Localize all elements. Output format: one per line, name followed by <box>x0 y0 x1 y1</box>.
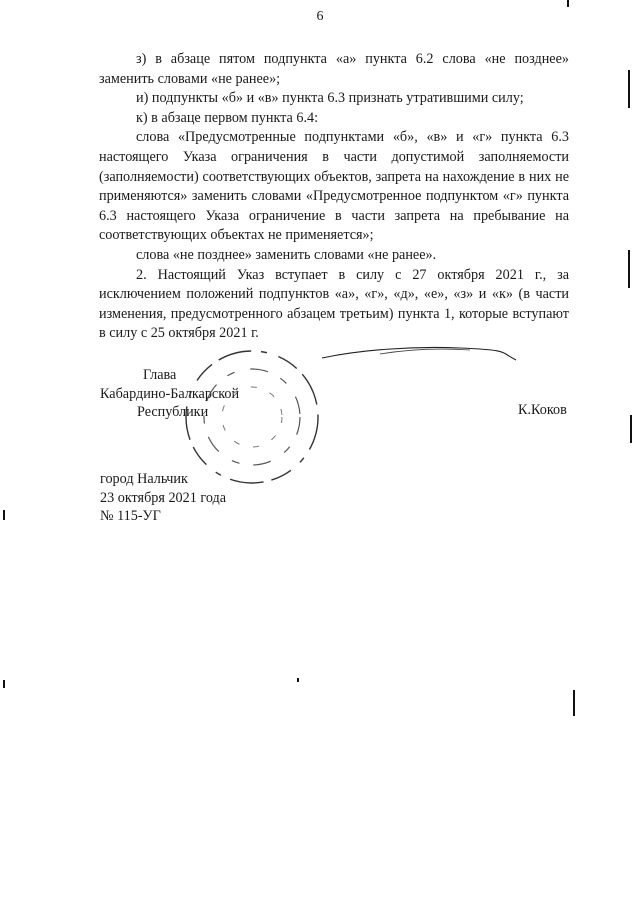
scan-dot <box>297 678 299 682</box>
meta-number: № 115-УГ <box>100 508 161 525</box>
paragraph-replace-words: слова «Предусмотренные подпунктами «б», «в» и «г» пункта 6.3 настоящего Указа ограничения в части допустимой заполняемости (заполняемости) соответствующих объектов, запрета на нахождение в них не применяются» заменить словами «Предусмотренное подпунктом «г» пункта 6.3 настоящего Указа ограничение в части запрета на пребывание на соответствующих объектах не применяется»; <box>99 129 569 244</box>
position-line-3: Республики <box>137 404 209 421</box>
position-line-2: Кабардино-Балкарской <box>100 385 240 402</box>
position-line-1: Глава <box>143 367 177 383</box>
scan-edge-mark <box>567 0 569 7</box>
official-seal-stamp <box>180 345 330 490</box>
page-number: 6 <box>316 9 324 24</box>
scan-edge-mark <box>628 250 630 288</box>
scan-edge-mark <box>3 680 5 688</box>
meta-date: 23 октября 2021 года <box>100 489 227 506</box>
scan-edge-mark <box>3 510 5 520</box>
paragraph-effective-date: 2. Настоящий Указ вступает в силу с 27 октября 2021 г., за исключением положений подпунктов «а», «г», «д», «е», «з» и «к» (в части изменения, предусмотренного абзацем третьим) пункта 1, которые вступают в силу с 25 октября 2021 г. <box>99 266 569 342</box>
meta-place: город Нальчик <box>100 471 188 487</box>
scan-edge-mark <box>630 415 632 443</box>
scan-edge-mark <box>628 70 630 108</box>
handwritten-signature <box>320 340 520 370</box>
paragraph-item-k: к) в абзаце первом пункта 6.4: <box>136 109 319 126</box>
paragraph-replace-not-later: слова «не позднее» заменить словами «не ранее». <box>136 246 437 263</box>
paragraph-item-z: з) в абзаце пятом подпункта «а» пункта 6.2 слова «не позднее» заменить словами «не ранее»; <box>99 51 569 87</box>
scan-edge-mark <box>573 690 575 716</box>
paragraph-item-i: и) подпункты «б» и «в» пункта 6.3 признать утратившими силу; <box>136 90 524 107</box>
document-body <box>99 50 569 344</box>
signer-name: К.Коков <box>518 402 567 418</box>
